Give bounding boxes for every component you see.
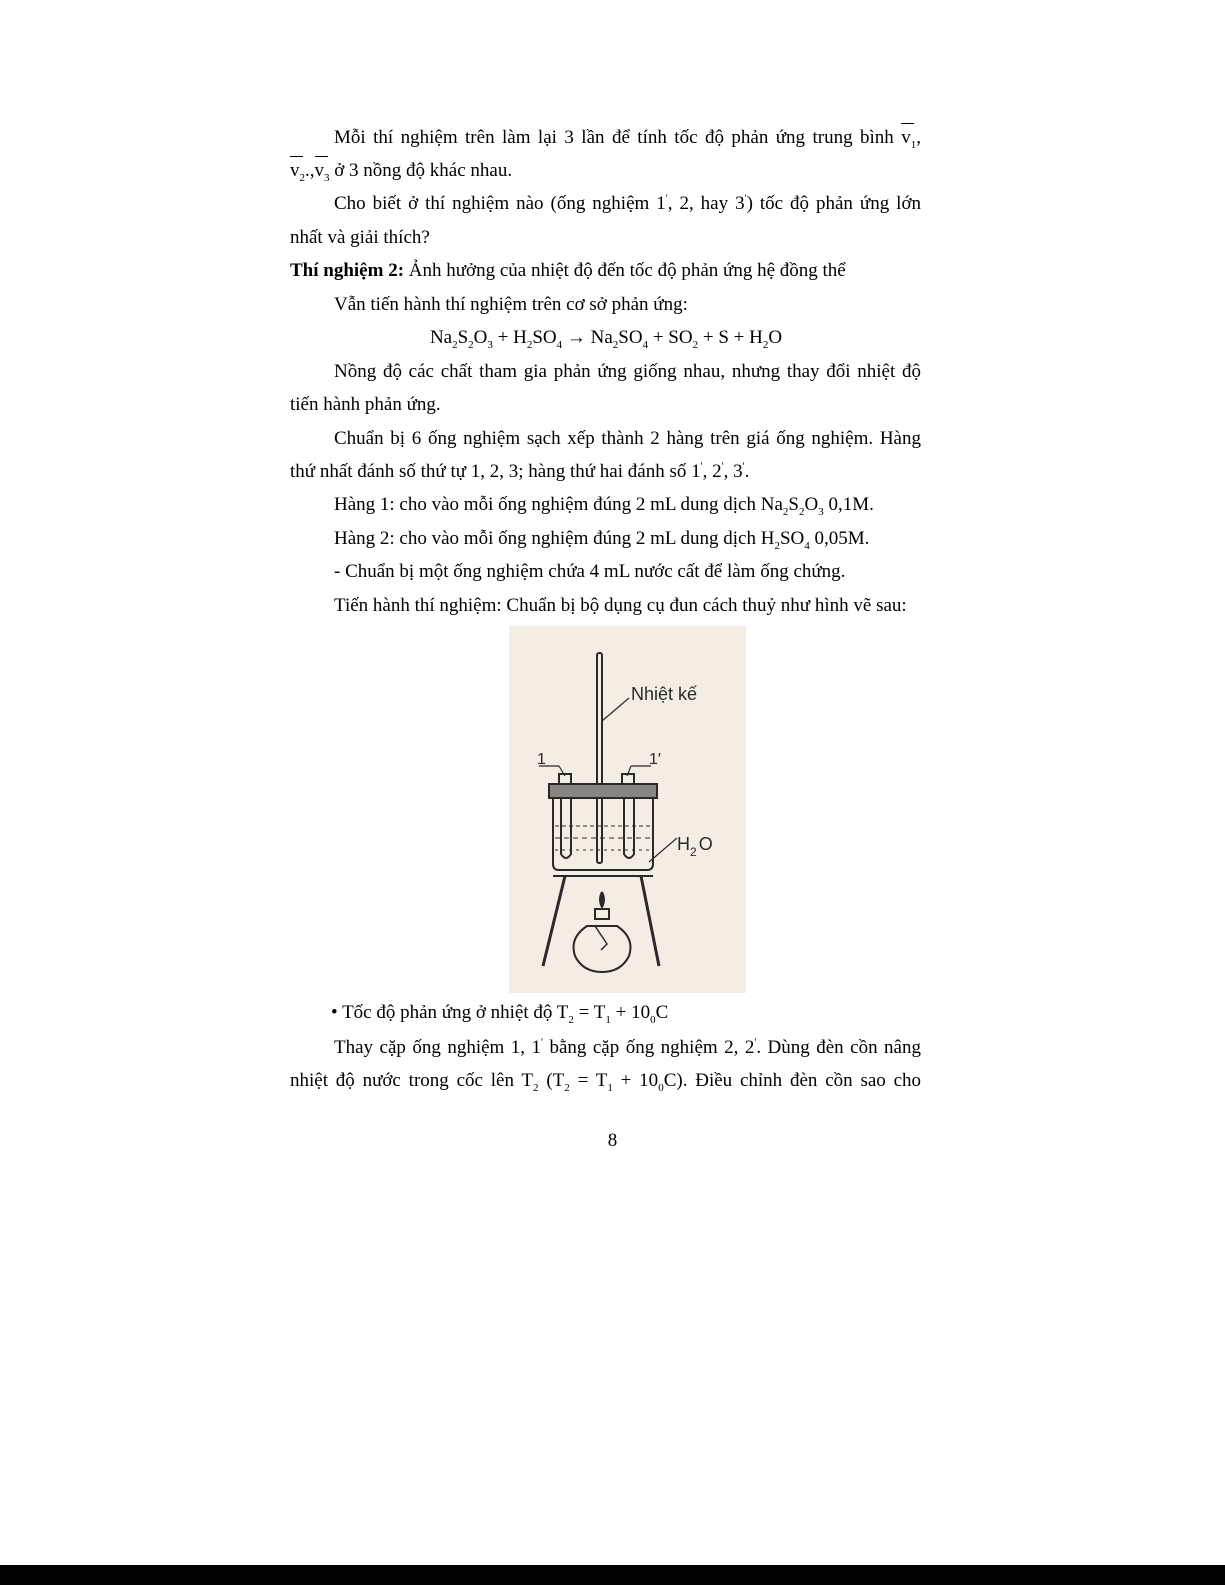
paragraph-4-line-2: thứ nhất đánh số thứ tự 1, 2, 3; hàng thứ hai đánh số 1', 2', 3'. (290, 460, 750, 482)
bullet-rate-at-t2: • Tốc độ phản ứng ở nhiệt độ $T_2 = T_1 + 10_0C$ (331, 1002, 669, 1026)
v1-average-symbol: $v_1$ (901, 127, 917, 151)
control-tube-instruction: - Chuẩn bị một ống nghiệm chứa 4 mL nước cất để làm ống chứng. (334, 561, 846, 582)
reaction-equation: $Na_2S_2O_3 + H_2SO_4 \to Na_2SO_4 + SO_2 + S + H_2O$ (429, 327, 783, 351)
setup-instruction: Tiến hành thí nghiệm: Chuẩn bị bộ dụng cụ đun cách thuỷ như hình vẽ sau: (334, 595, 907, 616)
water-label: $H_2$ O (677, 834, 713, 859)
thermometer-icon (597, 653, 602, 863)
v2-average-symbol: $v_2$ (290, 160, 305, 184)
water-bath-drawing (509, 626, 746, 993)
test-tube-1 (561, 798, 571, 858)
tube-1-prime-stopper (622, 774, 634, 784)
paragraph-1-line-1: Mỗi thí nghiệm trên làm lại 3 lần để tính tốc độ phản ứng trung bình $v_1$, (334, 127, 921, 151)
row-1-instruction: Hàng 1: cho vào mỗi ống nghiệm đúng 2 mL dung dịch $Na_2S_2O_3$ 0,1M. (334, 494, 874, 518)
paragraph-5-line-1: Thay cặp ống nghiệm 1, 1' bằng cặp ống nghiệm 2, 2'. Dùng đèn cồn nâng (334, 1036, 921, 1058)
thermometer-label: Nhiệt kế (631, 684, 698, 704)
flame-icon (600, 892, 604, 907)
paragraph-2-line-2: nhất và giải thích? (290, 227, 430, 248)
experiment-2-intro: Vẫn tiến hành thí nghiệm trên cơ sở phản ứng: (334, 294, 688, 315)
test-tube-1-prime (624, 798, 634, 858)
paragraph-3-line-2: tiến hành phản ứng. (290, 394, 441, 415)
v3-average-symbol: $v_3$ (314, 160, 330, 184)
paragraph-2-line-1: Cho biết ở thí nghiệm nào (ống nghiệm 1', 2, hay 3') tốc độ phản ứng lớn (334, 192, 921, 214)
stand-leg-right (641, 876, 659, 966)
row-2-instruction: Hàng 2: cho vào mỗi ống nghiệm đúng 2 mL dung dịch $H_2SO_4$ 0,05M. (334, 528, 870, 552)
experiment-2-heading: Thí nghiệm 2: Ảnh hưởng của nhiệt độ đến tốc độ phản ứng hệ đồng thể (290, 260, 846, 281)
bottom-bar (0, 1565, 1225, 1585)
paragraph-1-line-2: $v_2.,v_3$ ở 3 nồng độ khác nhau. (290, 160, 513, 184)
page-number: 8 (607, 1130, 618, 1151)
paragraph-4-line-1: Chuẩn bị 6 ống nghiệm sạch xếp thành 2 hàng trên giá ống nghiệm. Hàng (334, 428, 921, 449)
paragraph-3-line-1: Nồng độ các chất tham gia phản ứng giống nhau, nhưng thay đổi nhiệt độ (334, 361, 921, 382)
beaker-lid (549, 784, 657, 798)
stand-leg-left (543, 876, 565, 966)
paragraph-5-line-2: nhiệt độ nước trong cốc lên $T_2$ $(T_2 = T_1 + 10_0C)$. Điều chỉnh đèn cồn sao cho (290, 1070, 922, 1094)
water-bath-figure (509, 626, 746, 993)
lamp-wick (595, 909, 609, 919)
tube-1-label: 1 (537, 751, 546, 768)
tube-1-prime-label: 1′ (649, 751, 661, 768)
bullet-icon: • (331, 1002, 338, 1023)
